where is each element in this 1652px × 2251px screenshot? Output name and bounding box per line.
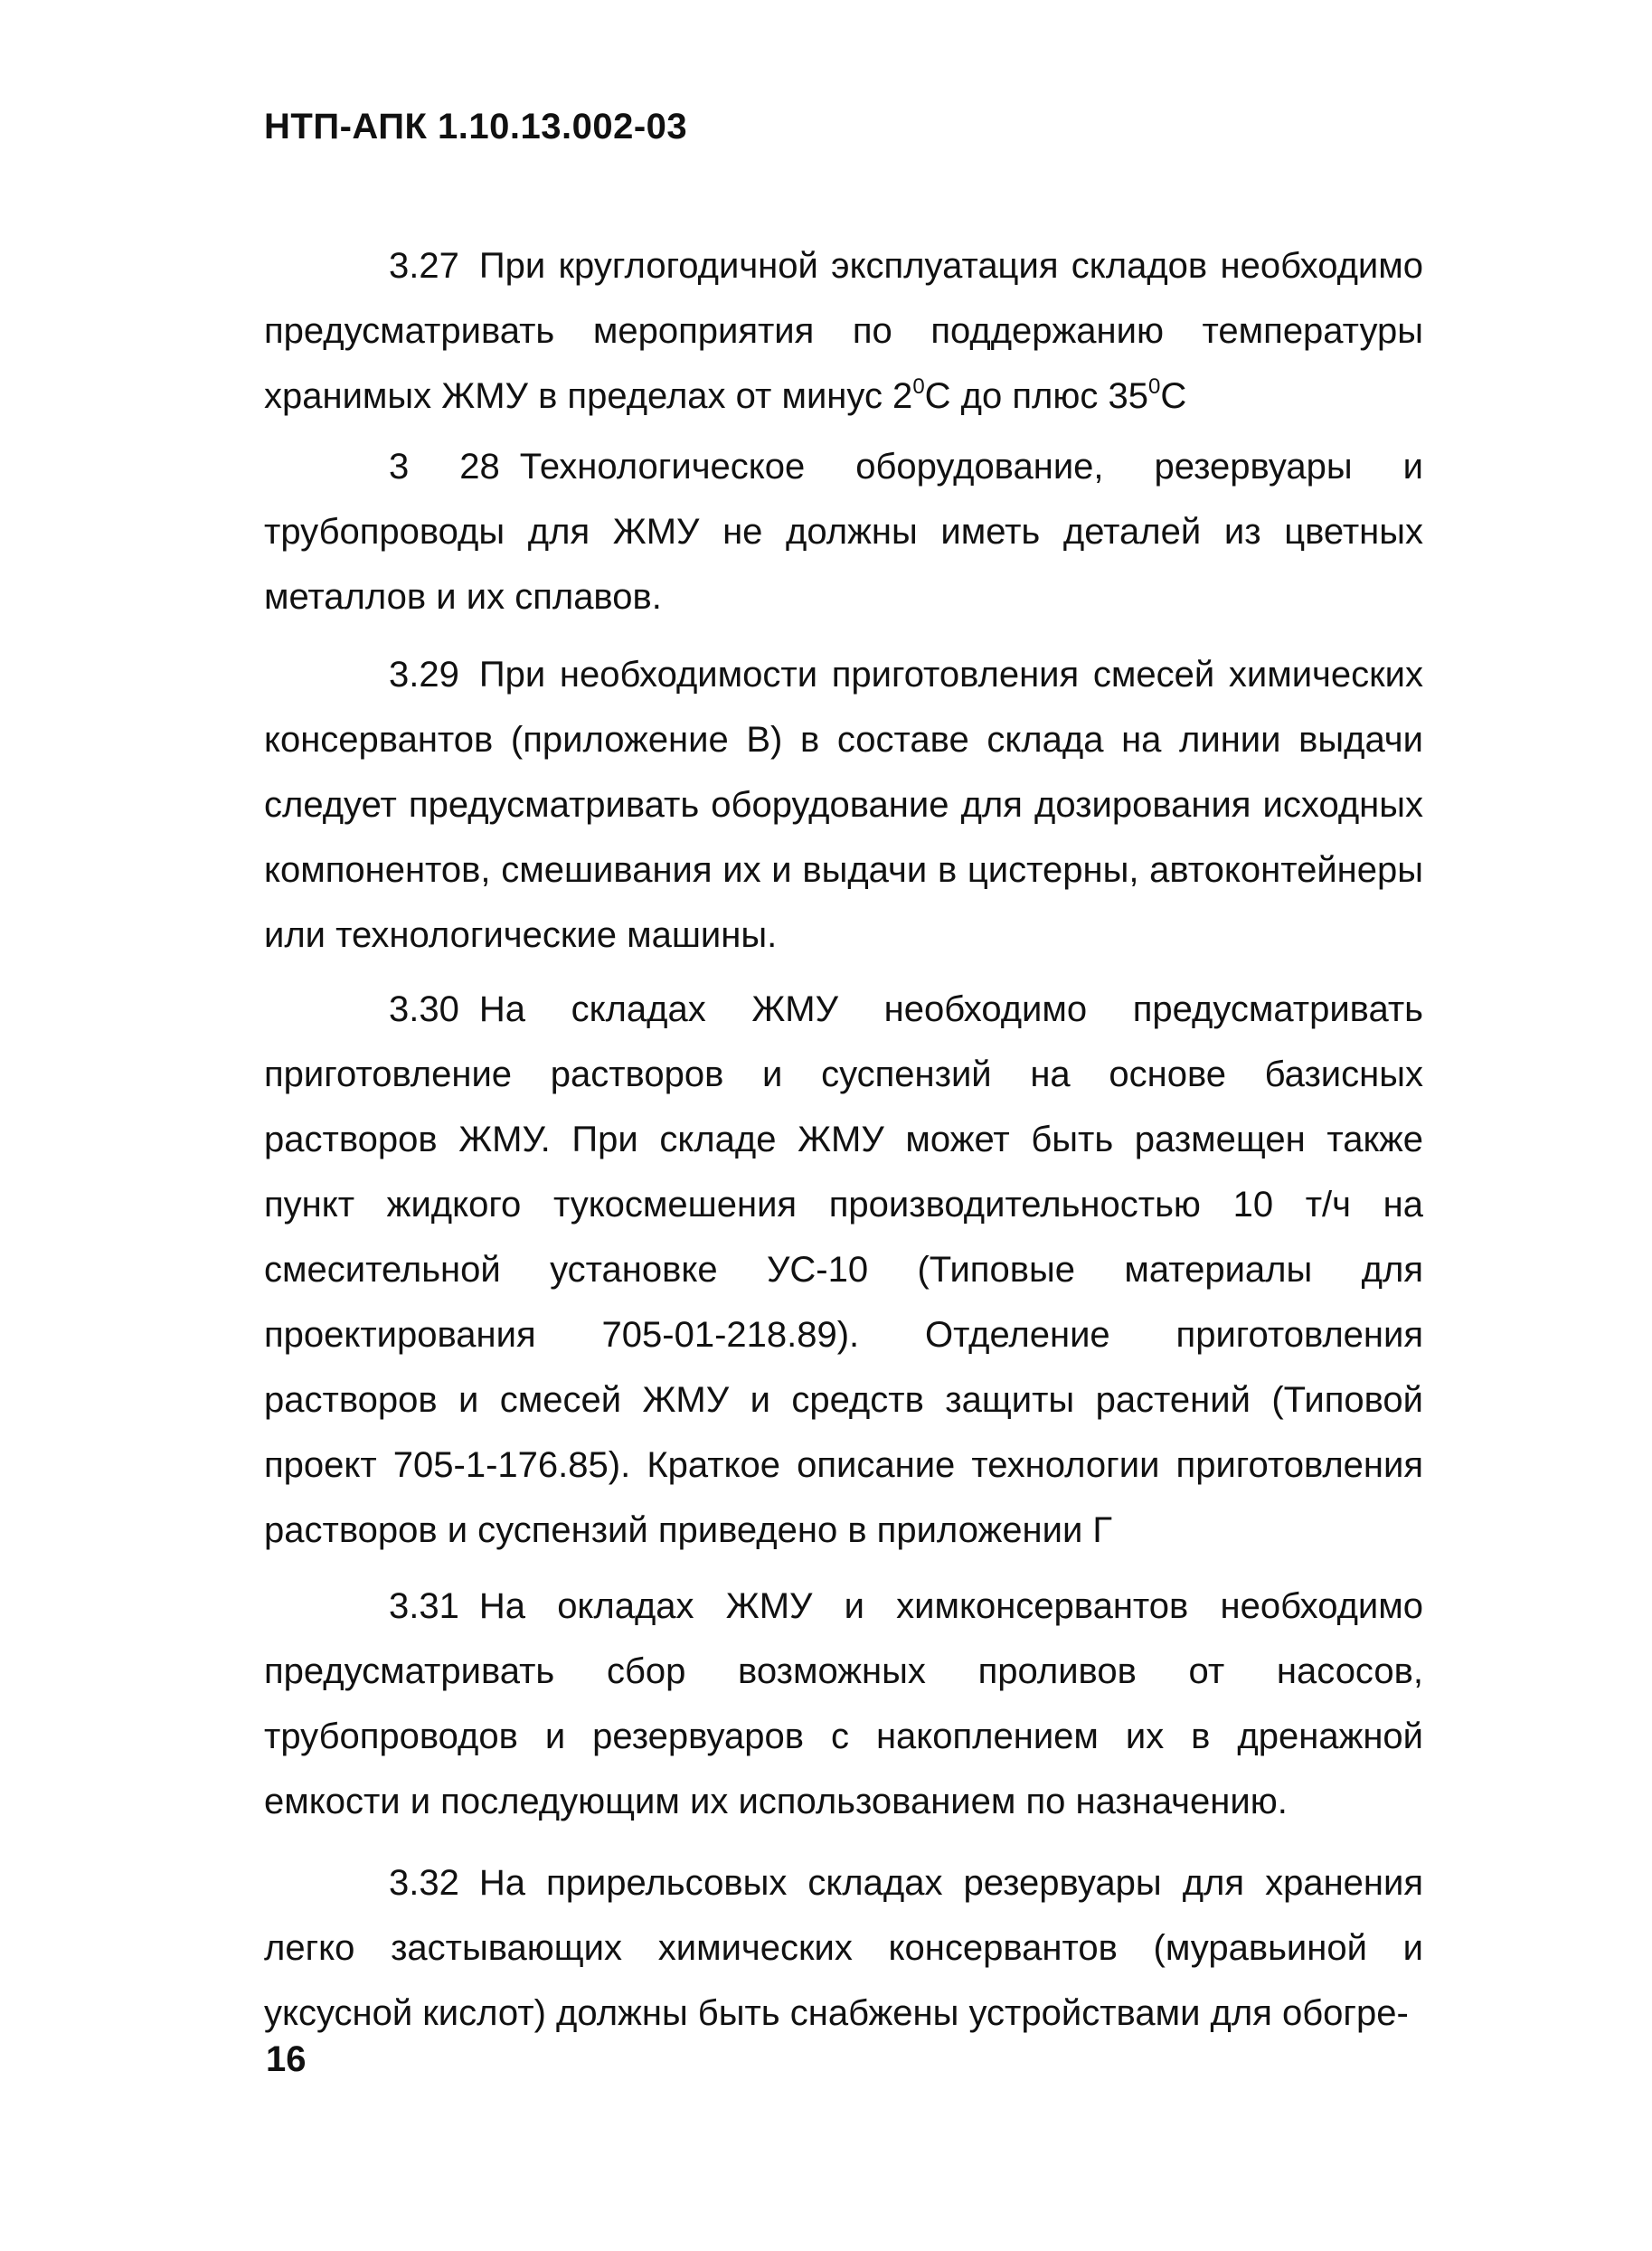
paragraph-text: На складах ЖМУ необходимо предусматривать приготовление растворов и суспензий на основе базисных растворов ЖМУ. При складе ЖМУ может быть размещен также пункт жидкого тукосмешения производительностью 10 т/ч на смесительной установке УС-10 (Типовые материалы для проектирования 705-01-218.89). Отделение приготовления растворов и смесей ЖМУ и средств защиты растений (Типовой проект 705-1-176.85). Краткое описание технологии приготовления растворов и суспензий приведено в приложении Г <box>264 989 1423 1550</box>
paragraph-number: 3 28 <box>389 447 500 487</box>
page-number: 16 <box>266 2039 307 2079</box>
paragraph-3-28 <box>264 434 1423 629</box>
paragraph-text: На прирельсовых складах резервуары для хранения легко застывающих химических консервантов (муравьиной и уксусной кислот) должны быть снабжены устройствами для обогре- <box>264 1863 1423 2033</box>
paragraph-text: С до плюс 35 <box>924 376 1148 416</box>
paragraph-3-27 <box>264 233 1423 429</box>
paragraph-number: 3.31 <box>389 1586 459 1626</box>
paragraph-3-31 <box>264 1574 1423 1834</box>
paragraph-number: 3.30 <box>389 989 459 1029</box>
paragraph-3-29 <box>264 642 1423 968</box>
paragraph-number: 3.32 <box>389 1863 459 1903</box>
document-body <box>264 233 1423 2046</box>
paragraph-number: 3.27 <box>389 246 459 286</box>
paragraph-text: Технологическое оборудование, резервуары и трубопроводы для ЖМУ не должны иметь деталей из цветных металлов и их сплавов. <box>264 447 1423 617</box>
paragraph-text: На окладах ЖМУ и химконсервантов необходимо предусматривать сбор возможных проливов от насосов, трубопроводов и резервуаров с накоплением их в дренажной емкости и последующим их использованием по назначению. <box>264 1586 1423 1821</box>
paragraph-3-32 <box>264 1850 1423 2046</box>
paragraph-number: 3.29 <box>389 655 459 695</box>
paragraph-text: При необходимости приготовления смесей химических консервантов (приложение В) в составе склада на линии выдачи следует предусматривать оборудование для дозирования исходных компонентов, смешивания их и выдачи в цистерны, автоконтейнеры или технологические машины. <box>264 655 1423 955</box>
paragraph-text: При круглогодичной эксплуатация складов необходимо предусматривать мероприятия по поддержанию температуры хранимых ЖМУ в пределах от минус 2 <box>264 246 1423 416</box>
paragraph-text: С <box>1160 376 1187 416</box>
degree-superscript: 0 <box>1147 374 1161 399</box>
document-code-header: НТП-АПК 1.10.13.002-03 <box>264 107 688 147</box>
paragraph-3-30 <box>264 977 1423 1563</box>
degree-superscript: 0 <box>912 374 925 399</box>
